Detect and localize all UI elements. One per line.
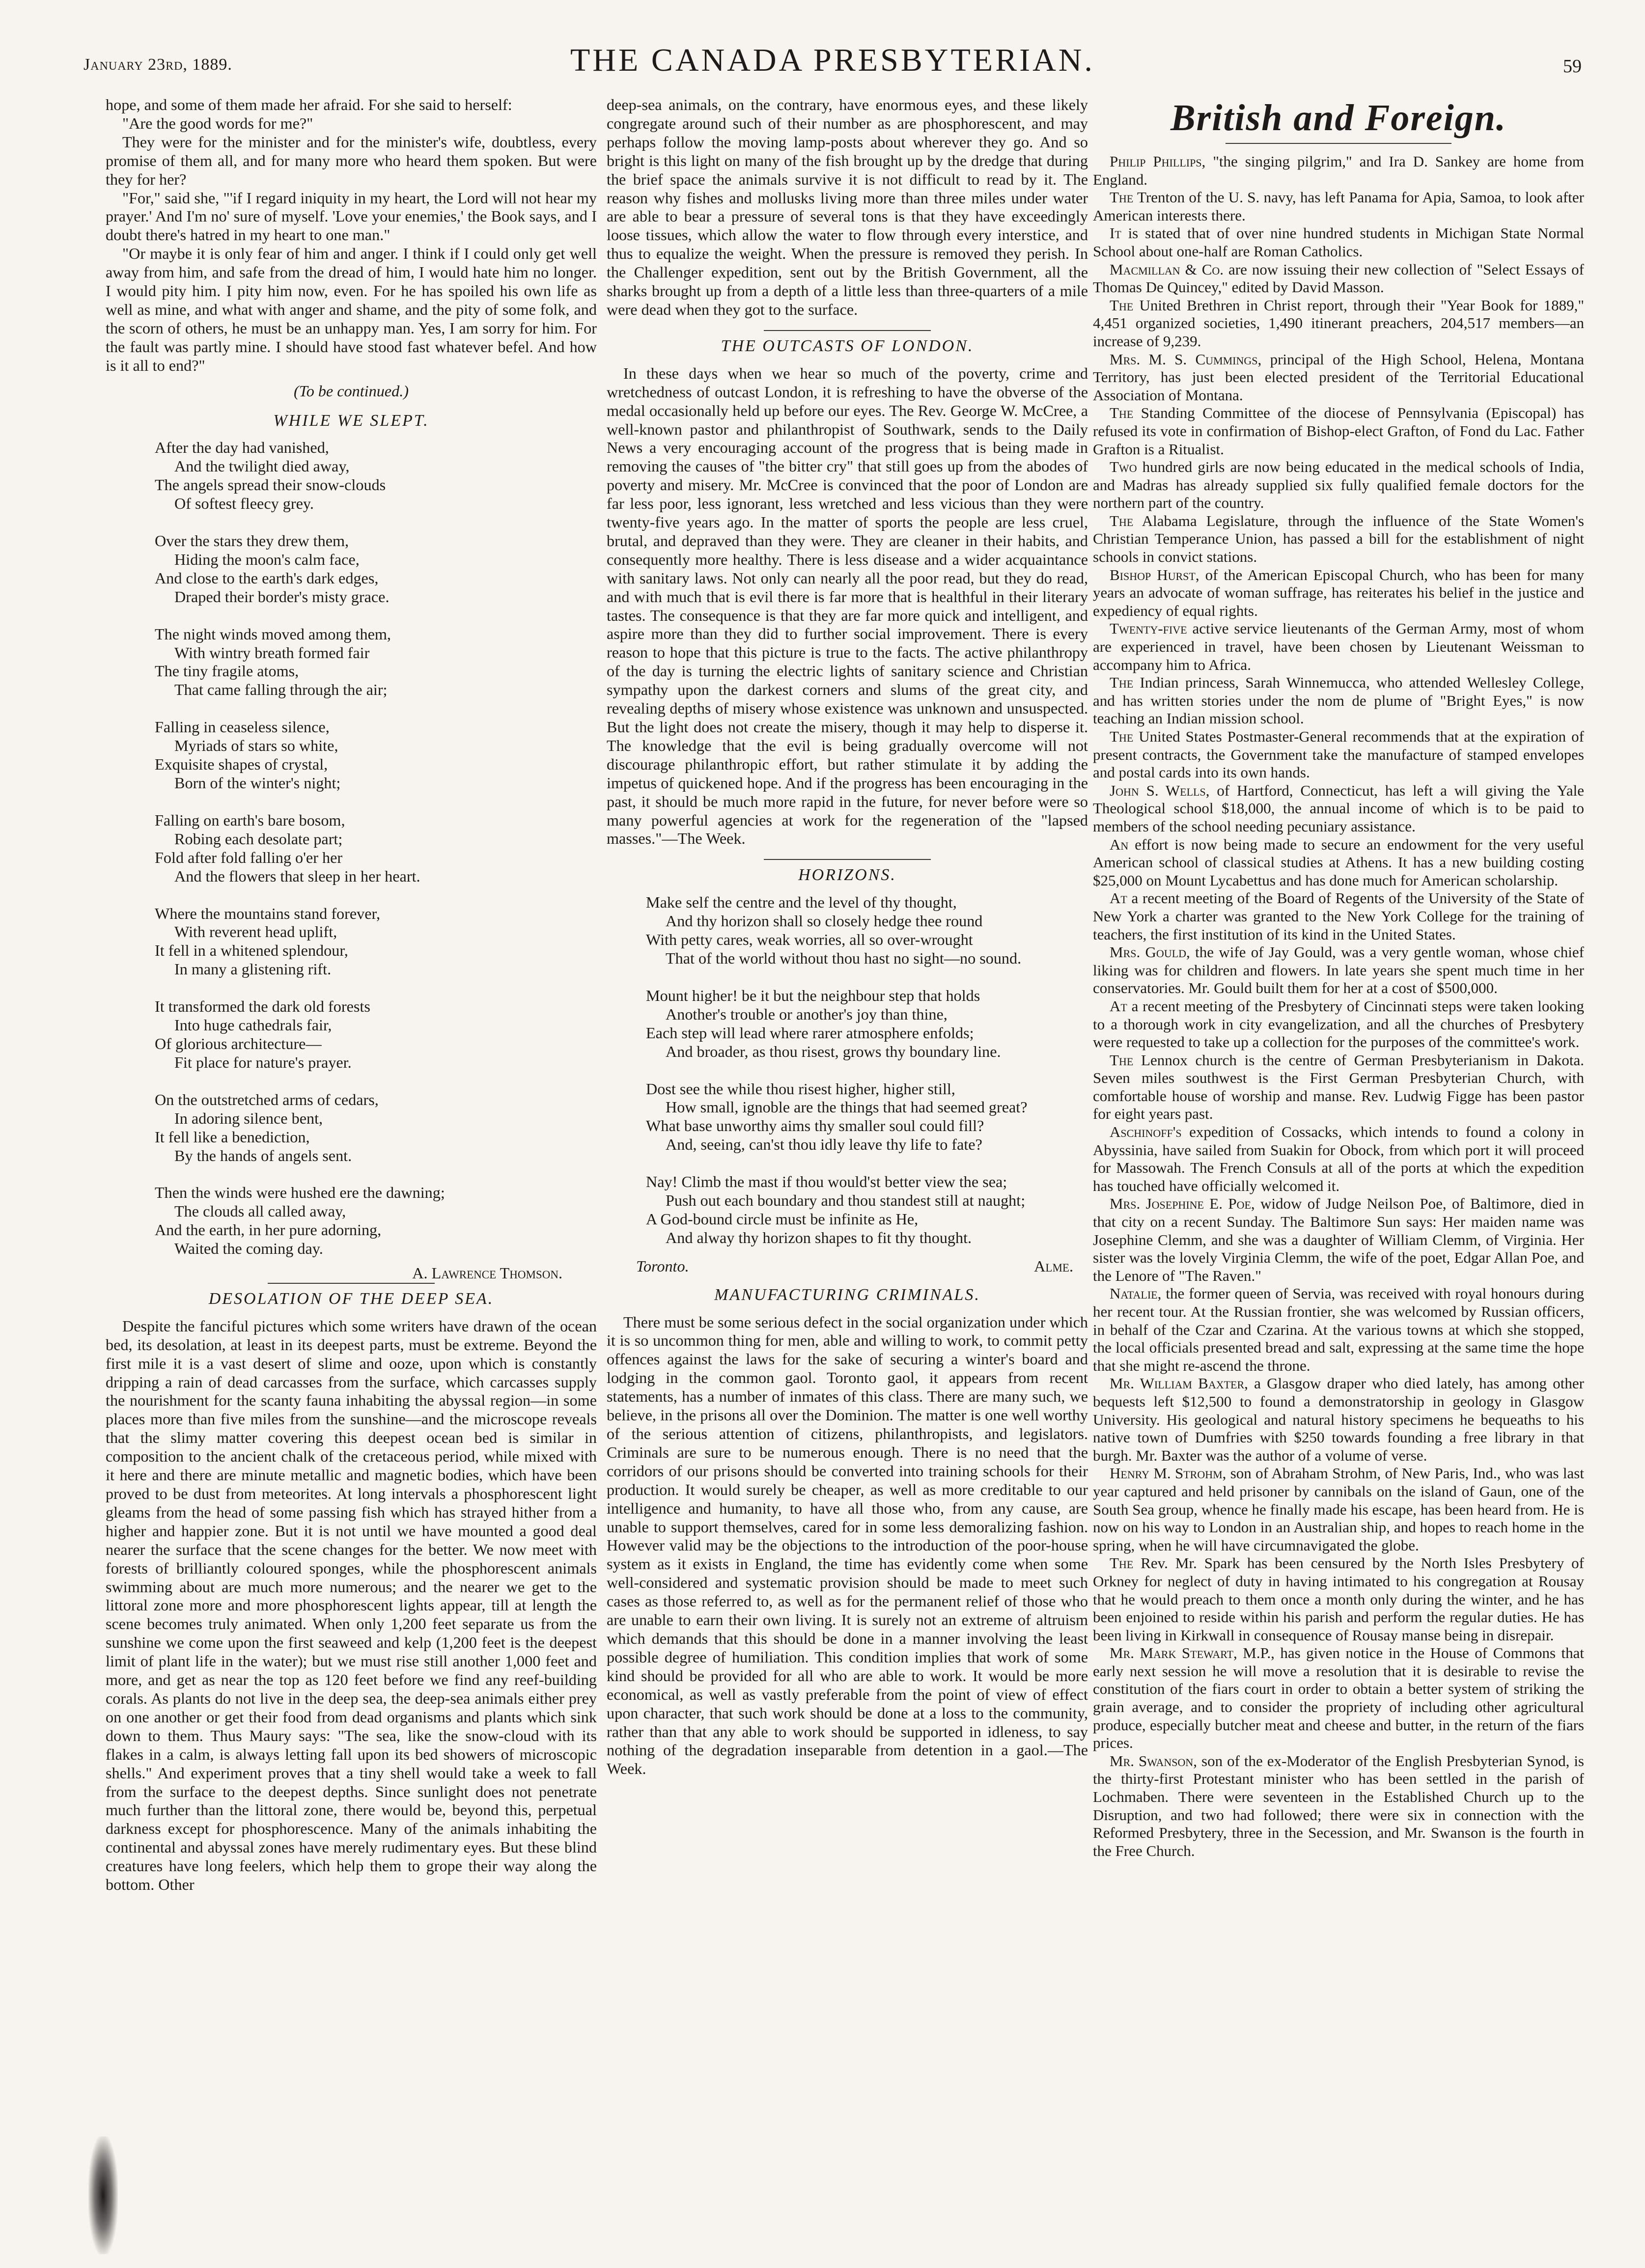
poem-line: Draped their border's misty grace.: [174, 587, 390, 606]
paragraph: "For," said she, "'if I regard iniquity in my heart, the Lord will not hear my prayer.' And I'm no' sure of myself. 'Love your enemies,' the Book says, and I doubt there's hatred in my heart to one man.": [106, 189, 597, 244]
column-left: [106, 96, 597, 1894]
poem-stanza: [155, 997, 597, 1072]
newspaper-title: THE CANADA PRESBYTERIAN.: [570, 42, 1095, 78]
poem-line: In adoring silence bent,: [174, 1109, 323, 1127]
poem-line: That of the world without thou hast no sight—no sound.: [666, 949, 1022, 967]
divider-rule: [764, 859, 931, 860]
poem-line: Fit place for nature's prayer.: [174, 1053, 352, 1071]
poem-line: Each step will lead where rarer atmosphere enfolds;: [646, 1023, 974, 1042]
poem-line: Another's trouble or another's joy than thine,: [666, 1005, 948, 1023]
poem-line: It transformed the dark old forests: [155, 997, 370, 1016]
poem-author: Alme.: [1034, 1257, 1073, 1275]
poem-line: Over the stars they drew them,: [155, 532, 349, 550]
poem-stanza: [646, 1080, 1088, 1155]
poem-line: With wintry breath formed fair: [174, 643, 370, 662]
news-item: Mrs. M. S. Cummings, principal of the High School, Helena, Montana Territory, has just been elected president of the Territorial Educational Association of Montana.: [1093, 350, 1584, 404]
divider-rule: [268, 1283, 435, 1284]
poem-stanza: [155, 439, 597, 513]
paragraph: "Or maybe it is only fear of him and anger. I think if I could only get well away from him, and safe from the dread of him, I would hate him no longer. I would pity him. I pity him now, even. For he has spoiled his own life as well as mine, and what with anger and shame, and the pity of some folk, and the scorn of others, he must be an unhappy man. Yes, I am sorry for him. For the fault was partly mine. I should have stood fast whatever befel. And how is it all to end?": [106, 245, 597, 374]
poem-line: And thy horizon shall so closely hedge thee round: [666, 912, 983, 930]
poem-line: By the hands of angels sent.: [174, 1146, 352, 1164]
news-item: Mrs. Gould, the wife of Jay Gould, was a very gentle woman, whose chief liking was for children and flowers. In late years she spent much time in her conservatories. Mr. Gould built them for her at a cost of $500,000.: [1093, 943, 1584, 997]
poem-horizons: [646, 893, 1088, 1247]
poem-line: Robing each desolate part;: [174, 830, 343, 848]
news-item: The Rev. Mr. Spark has been censured by the North Isles Presbytery of Orkney for neglect of duty in having intimated to his congregation at Rousay that he would preach to them once a month only during the winter, and he has been enjoined to reside within his parish and perform the regular duties. He has been living in Kirkwall in consequence of Rousay manse being in disrepair.: [1093, 1554, 1584, 1644]
poem-line: Make self the centre and the level of thy thought,: [646, 893, 957, 912]
column-right: [1093, 96, 1584, 1860]
page-number: 59: [1563, 56, 1582, 77]
article-title: DESOLATION OF THE DEEP SEA.: [208, 1289, 494, 1308]
news-item: The United Brethren in Christ report, through their "Year Book for 1889," 4,451 organized societies, 1,490 itinerant preachers, 204,517 members—an increase of 9,239.: [1093, 296, 1584, 350]
poem-line: It fell like a benediction,: [155, 1128, 310, 1146]
news-item: At a recent meeting of the Presbytery of Cincinnati steps were taken looking to a thorough work in city evangelization, and all the churches of Presbytery were requested to take up a collection for the purposes of the committee's work.: [1093, 997, 1584, 1051]
poem-line: With reverent head uplift,: [174, 923, 337, 941]
column-middle: [607, 96, 1088, 1778]
poem-line: It fell in a whitened splendour,: [155, 941, 348, 960]
news-item: An effort is now being made to secure an endowment for the very useful American school of classical studies at Athens. It has a new building costing $25,000 on Mount Lycabettus and has done much for American scholarship.: [1093, 835, 1584, 889]
poem-title: HORIZONS.: [798, 866, 896, 885]
poem-line: Born of the winter's night;: [174, 774, 341, 792]
news-item: Mr. Mark Stewart, M.P., has given notice in the House of Commons that early next session he will move a resolution that it is desirable to revise the constitution of the fiars court in order to obtain a better system of striking the grain average, and to consider the propriety of including other agricultural produce, especially butcher meat and cheese and butter, in the return of the fiars prices.: [1093, 1644, 1584, 1752]
poem-stanza: [155, 1091, 597, 1165]
news-item: Philip Phillips, "the singing pilgrim," and Ira D. Sankey are home from England.: [1093, 153, 1585, 188]
news-item: At a recent meeting of the Board of Regents of the University of the State of New York a charter was granted to the New York College for the training of teachers, the first institution of its kind in the United States.: [1093, 889, 1584, 943]
poem-line: Where the mountains stand forever,: [155, 904, 381, 922]
poem-stanza: [646, 893, 1088, 968]
poem-line: Falling on earth's bare bosom,: [155, 811, 345, 829]
poem-stanza: [646, 987, 1088, 1061]
poem-line: Exquisite shapes of crystal,: [155, 755, 328, 774]
poem-place: Toronto.: [636, 1257, 689, 1275]
poem-line: And close to the earth's dark edges,: [155, 569, 379, 587]
paragraph: deep-sea animals, on the contrary, have enormous eyes, and these likely congregate around such of their number as are phosphorescent, and may perhaps follow the moving lamp-posts about wherever they go. And so bright is this light on many of the fish brought up by the dredge that during the brief space the animals survive it is not difficult to read by it. The reason why fishes and mollusks living more than three miles under water are able to bear a pressure of several tons is that they have exceedingly loose tissues, which allow the water to flow through every interstice, and thus to equalize the weight. When the pressure is removed they perish. In the Challenger expedition, sent out by the British Government, all the sharks brought up from a depth of a little less than three-quarters of a mile were dead when they got to the surface.: [607, 96, 1088, 318]
news-item: The Indian princess, Sarah Winnemucca, who attended Wellesley College, and has written stories under the nom de plume of "Bright Eyes," is now teaching an Indian mission school.: [1093, 674, 1584, 727]
paragraph: Despite the fanciful pictures which some writers have drawn of the ocean bed, its desolation, at least in its deepest parts, must be extreme. Beyond the first mile it is a vast desert of slime and ooze, upon which is constantly dripping a rain of dead carcasses from the surface, which carcasses supply the nourishment for the scanty fauna inhabiting the abyssal region—in some places more than five miles from the sunshine—and the microscope reveals that the slimy matter covering this deepest ocean bed is similar in composition to the ancient chalk of the cretaceous period, while mixed with it here and there are minute metallic and magnetic bodies, which have been proved to be dust from meteorites. At long intervals a phosphorescent light gleams from the head of some passing fish which has strayed hither from a higher and happier zone. But it is not until we have mounted a good deal nearer the surface that the scene changes for the better. We now meet with forests of brilliantly coloured sponges, while the phosphorescent animals swimming about are much more numerous; and the nearer we get to the littoral zone more and more phosphorescent lights appear, till at length the scene becomes truly animated. When only 1,200 feet separate us from the sunshine we come upon the first seaweed and kelp (1,200 feet is the deepest limit of plant life in the water); but we must rise still another 1,000 feet and more, and get as near the top as 120 feet before we find any reef-building corals. As plants do not live in the deep sea, the deep-sea animals either prey on one another or get their food from dead organisms and plants which sink down to them. Thus Maury says: "The sea, like the snow-cloud with its flakes in a calm, is always letting fall upon its bed showers of microscopic shells." And experiment proves that a tiny shell would take a week to fall from the surface to the deepest depths. Since sunlight does not penetrate much further than the littoral zone, there would be, beyond this, perpetual darkness except for phosphorescence. Many of the animals inhabiting the continental and abyssal zones have merely rudimentary eyes. But these blind creatures have long feelers, which help them to grope their way along the bottom. Other: [106, 1317, 597, 1894]
poem-line: Falling in ceaseless silence,: [155, 718, 330, 736]
poem-line: After the day had vanished,: [155, 439, 329, 457]
poem-stanza: [155, 905, 597, 979]
poem-line: What base unworthy aims thy smaller soul could fill?: [646, 1117, 984, 1135]
poem-line: The night winds moved among them,: [155, 625, 391, 643]
news-item: Bishop Hurst, of the American Episcopal Church, who has been for many years an advocate of woman suffrage, has reiterates his belief in the justice and expediency of equal rights.: [1093, 566, 1584, 619]
poem-line: Then the winds were hushed ere the dawning;: [155, 1184, 445, 1202]
paragraph: They were for the minister and for the minister's wife, doubtless, every promise of them all, and for many more who heard them spoken. But were they for her?: [106, 133, 597, 188]
paragraph: There must be some serious defect in the social organization under which it is so uncommon thing for men, able and willing to work, to commit petty offences against the laws for the sake of securing a winter's board and lodging in the common gaol. Toronto gaol, it appears from recent statements, has a number of inmates of this class. There are many such, we believe, in the prisons all over the Dominion. The matter is one well worthy of the serious attention of citizens, philanthropists, and legislators. Criminals are sure to be numerous enough. There is no need that the corridors of our prisons should be converted into training schools for their production. It would surely be cheaper, as well as more creditable to our intelligence and humanity, to have all those who, from any cause, are unable to support themselves, cared for in some less demoralizing fashion. However valid may be the objections to the introduction of the poor-house system as it exists in England, the time has evidently come when some well-considered and systematic provision should be made to meet such cases as those referred to, as well as for the permanent relief of those who are unable to earn their own living. It is surely not an extreme of altruism which demands that this should be done in a manner involving the least possible degree of humiliation. This condition implies that work of some kind should be provided for all who are able to work. It would be more economical, as well as vastly preferable from the point of view of effect upon character, that such work should be done at a loss to the community, rather than that any able to work should be supported in idleness, to say nothing of the degradation inseparable from detention in a gaol.—The Week.: [607, 1313, 1088, 1778]
poem-line: The tiny fragile atoms,: [155, 662, 299, 680]
divider-rule: [764, 330, 931, 331]
poem-stanza: [155, 532, 597, 607]
news-item: Mr. William Baxter, a Glasgow draper who died lately, has among other bequests left $12,500 to found a demonstratorship in geology in Glasgow University. His geological and natural history specimens he bequeaths to his native town of Dumfries with $250 towards founding a free library in that burgh. Mr. Baxter was the author of a volume of verse.: [1093, 1375, 1584, 1464]
poem-line: Hiding the moon's calm face,: [174, 550, 360, 568]
poem-line: In many a glistening rift.: [174, 960, 332, 978]
news-item: Aschinoff's expedition of Cossacks, which intends to found a colony in Abyssinia, have sailed from Suakin for Obock, from which port it will proceed for Massowah. The French Consuls at all of the ports at which the expedition has touched have officially welcomed it.: [1093, 1123, 1584, 1194]
poem-line: Nay! Climb the mast if thou would'st better view the sea;: [646, 1173, 1007, 1191]
news-item: The United States Postmaster-General recommends that at the expiration of present contracts, the Government take the manufacture of stamped envelopes and postal cards into its own hands.: [1093, 728, 1584, 781]
poem-line: And the earth, in her pure adorning,: [155, 1221, 382, 1239]
news-item: The Trenton of the U. S. navy, has left Panama for Apia, Samoa, to look after American interests there.: [1093, 189, 1584, 224]
poem-stanza: [155, 811, 597, 886]
story-continuation: [106, 96, 597, 375]
paragraph: hope, and some of them made her afraid. For she said to herself:: [106, 96, 512, 113]
poem-line: Into huge cathedrals fair,: [174, 1016, 332, 1034]
continued-note: (To be continued.): [294, 382, 409, 400]
masthead: [84, 42, 1582, 96]
article-title: THE OUTCASTS OF LONDON.: [721, 336, 974, 355]
issue-date: January 23rd, 1889.: [84, 55, 232, 74]
poem-line: The angels spread their snow-clouds: [155, 476, 386, 494]
poem-line: And alway thy horizon shapes to fit thy thought.: [666, 1228, 972, 1246]
poem-signature: [607, 1257, 1088, 1276]
news-item: Mr. Swanson, son of the ex-Moderator of the English Presbyterian Synod, is the thirty-first Protestant minister who has been settled in the parish of Lochmaben. There were seventeen in the Established Church up to the Disruption, and two had followed; there were six in connection with the Reformed Presbytery, three in the Secession, and Mr. Swanson is the fourth in the Free Church.: [1093, 1752, 1584, 1859]
poem-line: On the outstretched arms of cedars,: [155, 1090, 379, 1108]
poem-line: And, seeing, can'st thou idly leave thy life to fate?: [666, 1135, 982, 1154]
poem-line: A God-bound circle must be infinite as He,: [646, 1210, 919, 1228]
section-title: British and Foreign.: [1170, 97, 1507, 138]
poem-line: That came falling through the air;: [174, 681, 388, 699]
news-item: The Standing Committee of the diocese of Pennsylvania (Episcopal) has refused its vote in confirmation of Bishop-elect Grafton, of Fond du Lac. Father Grafton is a Ritualist.: [1093, 404, 1584, 458]
paragraph: "Are the good words for me?": [122, 114, 313, 132]
news-item: The Alabama Legislature, through the influence of the State Women's Christian Temperance Union, has passed a bill for the establishment of night schools in convict stations.: [1093, 512, 1584, 566]
poem-stanza: [155, 718, 597, 793]
poem-line: The clouds all called away,: [174, 1202, 346, 1220]
poem-line: Myriads of stars so white,: [174, 737, 338, 755]
poem-line: How small, ignoble are the things that had seemed great?: [666, 1098, 1028, 1116]
poem-line: Dost see the while thou risest higher, higher still,: [646, 1079, 955, 1098]
poem-line: Waited the coming day.: [174, 1240, 323, 1258]
news-item: Twenty-five active service lieutenants of the German Army, most of whom are experienced in travel, have been chosen by Lieutenant Weissman to accompany him to Africa.: [1093, 620, 1584, 673]
poem-line: Of glorious architecture—: [155, 1034, 322, 1052]
poem-while-we-slept: [155, 439, 597, 1258]
poem-line: Mount higher! be it but the neighbour step that holds: [646, 986, 980, 1004]
poem-stanza: [646, 1173, 1088, 1247]
news-item: The Lennox church is the centre of German Presbyterianism in Dakota. Seven miles southwest is the First German Presbyterian Church, with comfortable house of worship and manse. Rev. Ludwig Figge has been pastor for eight years past.: [1093, 1051, 1584, 1123]
poem-line: With petty cares, weak worries, all so over-wrought: [646, 931, 973, 949]
poem-stanza: [155, 1184, 597, 1258]
paragraph: In these days when we hear so much of the poverty, crime and wretchedness of outcast London, it is refreshing to have the obverse of the medal occasionally held up before our eyes. The Rev. George W. McCree, a well-known pastor and philanthropist of Southwark, sends to the Daily News a very encouraging account of the progress that is being made in removing the causes of "the bitter cry" that still goes up from the abodes of poverty and misery. Mr. McCree is convinced that the poor of London are far less poor, less ignorant, less wretched and less vicious than they were twenty-five years ago. In the matter of sports the people are less cruel, brutal, and depraved than they were. They are cleaner in their habits, and consequently more healthy. There is less disease and a wider acquaintance with sanitary laws. Not only can nearly all the poor read, but they do read, and with much that is evil there is far more that is healthful in their literary tastes. The consequence is that they are far more quick and intelligent, and aspire more than they did to further social improvement. There is every reason to hope that this picture is true to the facts. The active philanthropy of the day is turning the electric lights of sanitary science and Christian sympathy upon the darkest corners and slums of the great city, and revealing depths of misery whose existence was unknown and unsuspected. But the light does not create the misery, though it may help to disperse it. The knowledge that the evil is being gradually overcome will not discourage philanthropic effort, but rather stimulate it by adding the impetus of quickened hope. And if the progress has been encouraging in the past, it should be much more rapid in the future, for never before were so many powerful agencies at work for the regeneration of the "lapsed masses."—The Week.: [607, 364, 1088, 848]
news-item: It is stated that of over nine hundred students in Michigan State Normal School about one-half are Roman Catholics.: [1093, 224, 1584, 260]
poem-line: Of softest fleecy grey.: [174, 495, 314, 513]
news-item: John S. Wells, of Hartford, Connecticut, has left a will giving the Yale Theological school $18,000, the annual income of which is to be paid to members of the school needing pecuniary assistance.: [1093, 781, 1585, 835]
news-item: Henry M. Strohm, son of Abraham Strohm, of New Paris, Ind., who was last year captured and held prisoner by cannibals on the island of Gaun, one of the South Sea group, whence he finally made his escape, has been heard from. He is now on his way to London in an Australian ship, and hopes to reach home in the spring, when he will have circumnavigated the globe.: [1093, 1465, 1584, 1554]
poem-title: WHILE WE SLEPT.: [273, 411, 429, 430]
poem-line: And the twilight died away,: [174, 457, 350, 475]
news-item: Macmillan & Co. are now issuing their new collection of "Select Essays of Thomas De Quincey," edited by David Masson.: [1093, 260, 1584, 296]
news-item: Mrs. Josephine E. Poe, widow of Judge Neilson Poe, of Baltimore, died in that city on a recent Sunday. The Baltimore Sun says: Her maiden name was Josephine Clemm, and she was a daughter of William Clemm, of Virginia. Her sister was the lovely Virginia Clemm, the wife of the poet, Edgar Allan Poe, and the Lenore of "The Raven.": [1093, 1195, 1584, 1284]
poem-line: Fold after fold falling o'er her: [155, 848, 343, 866]
poem-line: And the flowers that sleep in her heart.: [174, 867, 420, 885]
article-title: MANUFACTURING CRIMINALS.: [714, 1285, 980, 1304]
news-item: Natalie, the former queen of Servia, was received with royal honours during her recent tour. At the Russian frontier, she was welcomed by Russian officers, in behalf of the Czar and Czarina. At the various towns at which she stopped, the local officials presented bread and salt, expressing at the same time the hope that she might re-ascend the throne.: [1093, 1285, 1584, 1374]
news-item: Two hundred girls are now being educated in the medical schools of India, and Madras has already supplied six fully qualified female doctors for the northern part of the country.: [1093, 458, 1584, 512]
poem-author: A. Lawrence Thomson.: [412, 1264, 562, 1282]
poem-line: Push out each boundary and thou standest still at naught;: [666, 1191, 1026, 1210]
divider-rule: [1226, 143, 1451, 144]
ink-smudge: [88, 2136, 118, 2254]
poem-line: And broader, as thou risest, grows thy boundary line.: [666, 1042, 1001, 1060]
poem-stanza: [155, 625, 597, 700]
